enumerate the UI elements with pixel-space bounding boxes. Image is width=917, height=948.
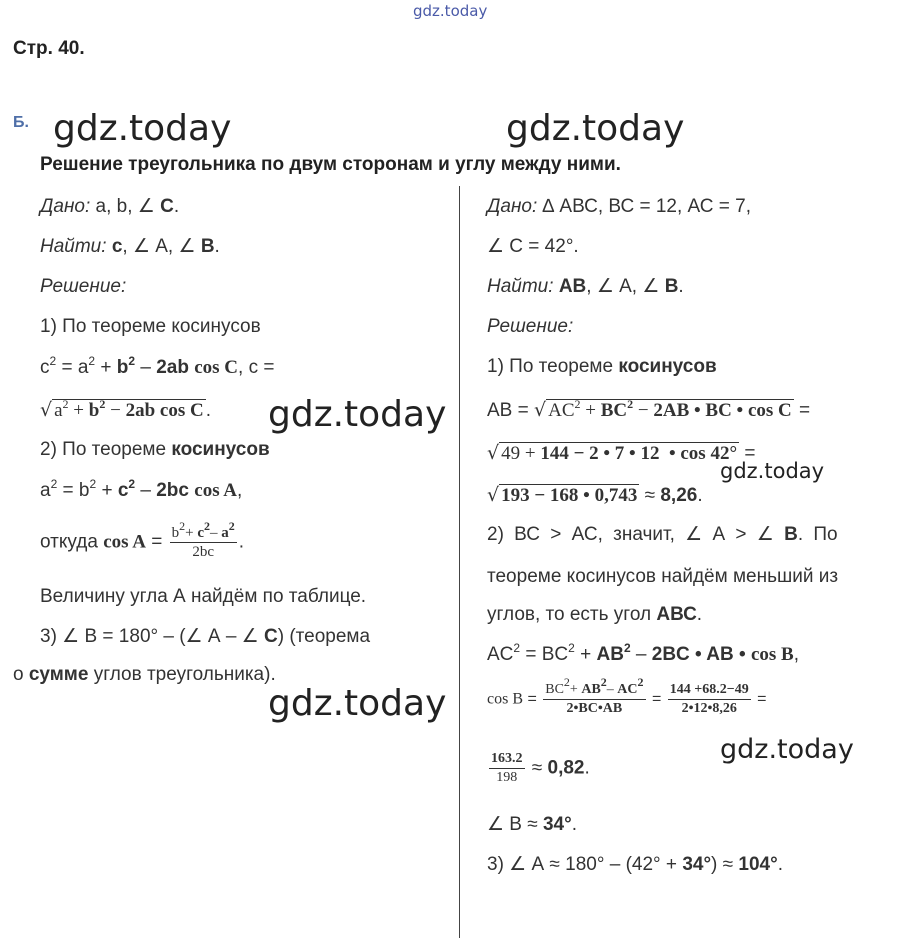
left-given: Дано: a, b, ∠ С. (40, 196, 180, 217)
watermark-1: gdz.today (53, 108, 232, 149)
right-step2-line1: 2) ВС > АС, значит, ∠ А > ∠ В. По (487, 524, 838, 545)
left-formula-a2: $a^2 = b^2 + c^2 - 2bc$ cos A, (40, 476, 243, 501)
left-formula-c2: $c^2 = a^2 + b^2 - 2ab$ cos C, c = (40, 353, 275, 378)
section-label: Б. (13, 114, 29, 131)
left-step2: 2) По теореме косинусов (40, 439, 270, 460)
right-formula-cosB: cos B = $\frac{BC^2+ AB^2- AC^2}{2•BC•AB}$ = $\frac{144 +68.2-49}{2•12•8,26}$ = (487, 675, 767, 716)
left-step3: 3) ∠ В = 180° – (∠ А – ∠ С) (теорема (40, 626, 371, 647)
left-step3-cont: о сумме углов треугольника). (13, 664, 276, 685)
left-step1: 1) По теореме косинусов (40, 316, 261, 337)
watermark-top: gdz.today (413, 2, 488, 20)
right-step3: 3) ∠ А ≈ 180° – (42° + 34°) ≈ 104°. (487, 854, 783, 875)
watermark-4: gdz.today (268, 683, 447, 724)
column-divider (459, 186, 460, 938)
right-given-angle: ∠ С = 42°. (487, 236, 579, 257)
right-solution-label: Решение: (487, 316, 574, 337)
right-given: Дано: ∆ АВС, ВС = 12, АС = 7, (487, 196, 752, 217)
watermark-6: gdz.today (720, 734, 854, 765)
left-formula-sqrt: √ $a^2 + b^2 - 2ab$ cos C . (40, 396, 211, 421)
left-find: Найти: с, ∠ А, ∠ В. (40, 236, 220, 257)
watermark-2: gdz.today (506, 108, 685, 149)
right-step2-line3: углов, то есть угол АВС. (487, 604, 703, 625)
right-step2-line2: теореме косинусов найдём меньший из (487, 566, 839, 587)
right-formula-ab-num: √ 49 + 144 − 2 • 7 • 12 • cos 42° = (487, 442, 756, 464)
right-step1: 1) По теореме косинусов (487, 356, 717, 377)
right-formula-ac2: $AC^2 = BC^2 + AB^2 - 2BC$ • AB • cos B, (487, 640, 799, 665)
heading: Решение треугольника по двум сторонам и углу между ними. (40, 154, 621, 175)
right-formula-ab: AB = √ $AC^2 + BC^2 - 2AB$ • BC • cos C = (487, 396, 811, 421)
page-ref: Стр. 40. (13, 38, 85, 59)
left-formula-cosA: откуда cos A = $\frac{b^2+ c^2- a^2}{2bc}$ . (40, 519, 245, 560)
right-find: Найти: АВ, ∠ А, ∠ В. (487, 276, 684, 297)
left-solution-label: Решение: (40, 276, 127, 297)
right-cosB-result: $\frac{163.2}{198}$ ≈ 0,82. (491, 751, 590, 785)
right-angle-B: ∠ B ≈ 34°. (487, 814, 577, 835)
left-table-line: Величину угла А найдём по таблице. (40, 586, 367, 607)
watermark-5: gdz.today (720, 459, 825, 483)
right-formula-ab-result: √ 193 − 168 • 0,743 ≈ 8,26. (487, 484, 703, 506)
watermark-3: gdz.today (268, 394, 447, 435)
